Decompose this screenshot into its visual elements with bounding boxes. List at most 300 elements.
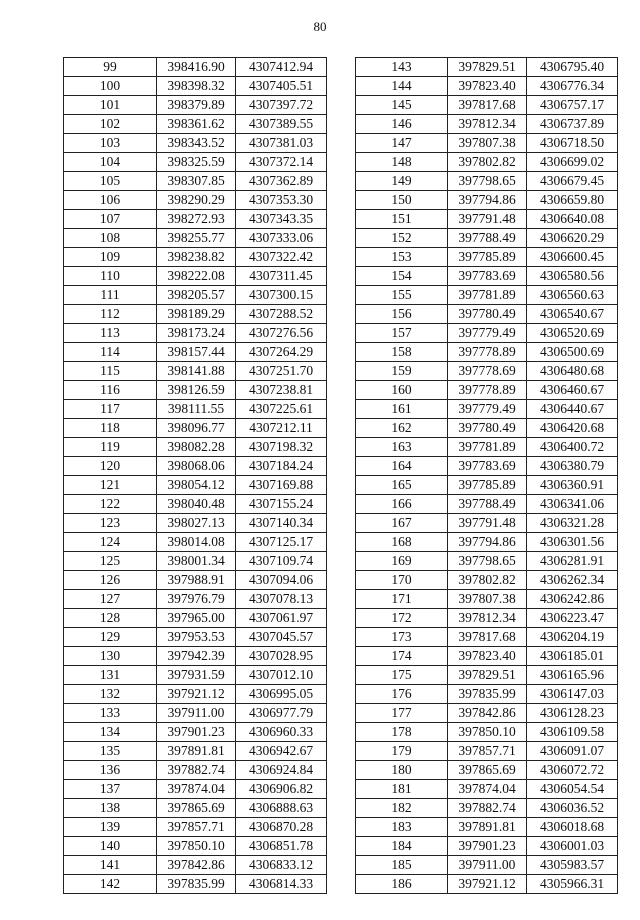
table-row (64, 248, 327, 267)
point-number-cell: 162 (356, 419, 448, 438)
table-body-left (64, 58, 327, 894)
table-row (64, 723, 327, 742)
y-coordinate-cell: 4306776.34 (527, 77, 618, 96)
x-coordinate-cell: 397891.81 (157, 742, 236, 761)
point-number-cell: 111 (64, 286, 157, 305)
x-coordinate-cell: 397802.82 (448, 153, 527, 172)
x-coordinate-cell: 397911.00 (448, 856, 527, 875)
table-row (64, 96, 327, 115)
point-number-cell: 140 (64, 837, 157, 856)
x-coordinate-cell: 397781.89 (448, 286, 527, 305)
table-row (64, 780, 327, 799)
y-coordinate-cell: 4306165.96 (527, 666, 618, 685)
y-coordinate-cell: 4307045.57 (236, 628, 327, 647)
table-row (356, 457, 618, 476)
y-coordinate-cell: 4306301.56 (527, 533, 618, 552)
table-row (64, 324, 327, 343)
table-row (356, 286, 618, 305)
point-number-cell: 124 (64, 533, 157, 552)
point-number-cell: 170 (356, 571, 448, 590)
y-coordinate-cell: 4307353.30 (236, 191, 327, 210)
point-number-cell: 101 (64, 96, 157, 115)
y-coordinate-cell: 4306906.82 (236, 780, 327, 799)
y-coordinate-cell: 4306072.72 (527, 761, 618, 780)
table-row (64, 666, 327, 685)
y-coordinate-cell: 4307288.52 (236, 305, 327, 324)
y-coordinate-cell: 4306757.17 (527, 96, 618, 115)
x-coordinate-cell: 398040.48 (157, 495, 236, 514)
y-coordinate-cell: 4307225.61 (236, 400, 327, 419)
x-coordinate-cell: 398272.93 (157, 210, 236, 229)
table-row (356, 210, 618, 229)
point-number-cell: 138 (64, 799, 157, 818)
table-row (64, 438, 327, 457)
x-coordinate-cell: 397931.59 (157, 666, 236, 685)
y-coordinate-cell: 4306109.58 (527, 723, 618, 742)
x-coordinate-cell: 398361.62 (157, 115, 236, 134)
x-coordinate-cell: 398238.82 (157, 248, 236, 267)
y-coordinate-cell: 4307212.11 (236, 419, 327, 438)
x-coordinate-cell: 397842.86 (448, 704, 527, 723)
table-row (64, 742, 327, 761)
y-coordinate-cell: 4306460.67 (527, 381, 618, 400)
point-number-cell: 145 (356, 96, 448, 115)
table-row (356, 856, 618, 875)
point-number-cell: 107 (64, 210, 157, 229)
point-number-cell: 134 (64, 723, 157, 742)
y-coordinate-cell: 4306001.03 (527, 837, 618, 856)
x-coordinate-cell: 398290.29 (157, 191, 236, 210)
x-coordinate-cell: 397865.69 (157, 799, 236, 818)
x-coordinate-cell: 398379.89 (157, 96, 236, 115)
table-row (356, 533, 618, 552)
table-row (64, 153, 327, 172)
x-coordinate-cell: 397976.79 (157, 590, 236, 609)
x-coordinate-cell: 397835.99 (157, 875, 236, 894)
table-row (64, 818, 327, 837)
point-number-cell: 178 (356, 723, 448, 742)
x-coordinate-cell: 397823.40 (448, 647, 527, 666)
point-number-cell: 165 (356, 476, 448, 495)
point-number-cell: 109 (64, 248, 157, 267)
point-number-cell: 112 (64, 305, 157, 324)
y-coordinate-cell: 4306737.89 (527, 115, 618, 134)
table-row (356, 229, 618, 248)
point-number-cell: 128 (64, 609, 157, 628)
point-number-cell: 135 (64, 742, 157, 761)
table-row (64, 419, 327, 438)
y-coordinate-cell: 4306018.68 (527, 818, 618, 837)
x-coordinate-cell: 397780.49 (448, 419, 527, 438)
x-coordinate-cell: 398157.44 (157, 343, 236, 362)
point-number-cell: 151 (356, 210, 448, 229)
y-coordinate-cell: 4307109.74 (236, 552, 327, 571)
point-number-cell: 176 (356, 685, 448, 704)
table-row (356, 419, 618, 438)
y-coordinate-cell: 4306204.19 (527, 628, 618, 647)
point-number-cell: 117 (64, 400, 157, 419)
y-coordinate-cell: 4307155.24 (236, 495, 327, 514)
y-coordinate-cell: 4306814.33 (236, 875, 327, 894)
table-row (64, 77, 327, 96)
point-number-cell: 114 (64, 343, 157, 362)
y-coordinate-cell: 4306870.28 (236, 818, 327, 837)
x-coordinate-cell: 397823.40 (448, 77, 527, 96)
point-number-cell: 122 (64, 495, 157, 514)
point-number-cell: 183 (356, 818, 448, 837)
table-row (64, 457, 327, 476)
y-coordinate-cell: 4306420.68 (527, 419, 618, 438)
point-number-cell: 157 (356, 324, 448, 343)
y-coordinate-cell: 4307311.45 (236, 267, 327, 286)
y-coordinate-cell: 4307238.81 (236, 381, 327, 400)
y-coordinate-cell: 4307140.34 (236, 514, 327, 533)
y-coordinate-cell: 4306699.02 (527, 153, 618, 172)
point-number-cell: 154 (356, 267, 448, 286)
point-number-cell: 179 (356, 742, 448, 761)
y-coordinate-cell: 4306640.08 (527, 210, 618, 229)
x-coordinate-cell: 397780.49 (448, 305, 527, 324)
table-row (64, 647, 327, 666)
table-row (64, 514, 327, 533)
x-coordinate-cell: 397785.89 (448, 248, 527, 267)
y-coordinate-cell: 4306091.07 (527, 742, 618, 761)
point-number-cell: 172 (356, 609, 448, 628)
x-coordinate-cell: 397901.23 (157, 723, 236, 742)
y-coordinate-cell: 4306380.79 (527, 457, 618, 476)
table-row (356, 837, 618, 856)
coordinates-table-left (63, 57, 327, 894)
table-row (64, 476, 327, 495)
x-coordinate-cell: 397778.89 (448, 343, 527, 362)
y-coordinate-cell: 4305966.31 (527, 875, 618, 894)
x-coordinate-cell: 398111.55 (157, 400, 236, 419)
x-coordinate-cell: 397891.81 (448, 818, 527, 837)
y-coordinate-cell: 4306560.63 (527, 286, 618, 305)
y-coordinate-cell: 4306679.45 (527, 172, 618, 191)
x-coordinate-cell: 398054.12 (157, 476, 236, 495)
table-row (64, 590, 327, 609)
y-coordinate-cell: 4306242.86 (527, 590, 618, 609)
x-coordinate-cell: 397850.10 (448, 723, 527, 742)
point-number-cell: 106 (64, 191, 157, 210)
x-coordinate-cell: 398096.77 (157, 419, 236, 438)
point-number-cell: 120 (64, 457, 157, 476)
table-row (356, 248, 618, 267)
point-number-cell: 119 (64, 438, 157, 457)
x-coordinate-cell: 397921.12 (448, 875, 527, 894)
x-coordinate-cell: 397794.86 (448, 191, 527, 210)
x-coordinate-cell: 397965.00 (157, 609, 236, 628)
x-coordinate-cell: 398325.59 (157, 153, 236, 172)
x-coordinate-cell: 398001.34 (157, 552, 236, 571)
y-coordinate-cell: 4307169.88 (236, 476, 327, 495)
y-coordinate-cell: 4307264.29 (236, 343, 327, 362)
point-number-cell: 118 (64, 419, 157, 438)
y-coordinate-cell: 4306440.67 (527, 400, 618, 419)
point-number-cell: 142 (64, 875, 157, 894)
point-number-cell: 161 (356, 400, 448, 419)
y-coordinate-cell: 4307389.55 (236, 115, 327, 134)
x-coordinate-cell: 397953.53 (157, 628, 236, 647)
x-coordinate-cell: 397835.99 (448, 685, 527, 704)
x-coordinate-cell: 397781.89 (448, 438, 527, 457)
x-coordinate-cell: 398307.85 (157, 172, 236, 191)
point-number-cell: 182 (356, 799, 448, 818)
table-row (356, 343, 618, 362)
y-coordinate-cell: 4305983.57 (527, 856, 618, 875)
y-coordinate-cell: 4307028.95 (236, 647, 327, 666)
y-coordinate-cell: 4307061.97 (236, 609, 327, 628)
point-number-cell: 171 (356, 590, 448, 609)
table-row (356, 305, 618, 324)
table-row (64, 172, 327, 191)
table-row (356, 153, 618, 172)
x-coordinate-cell: 398205.57 (157, 286, 236, 305)
x-coordinate-cell: 397865.69 (448, 761, 527, 780)
y-coordinate-cell: 4307276.56 (236, 324, 327, 343)
x-coordinate-cell: 397857.71 (157, 818, 236, 837)
point-number-cell: 174 (356, 647, 448, 666)
point-number-cell: 104 (64, 153, 157, 172)
x-coordinate-cell: 397791.48 (448, 514, 527, 533)
point-number-cell: 129 (64, 628, 157, 647)
point-number-cell: 143 (356, 58, 448, 77)
x-coordinate-cell: 397812.34 (448, 115, 527, 134)
table-body-right (356, 58, 618, 894)
point-number-cell: 125 (64, 552, 157, 571)
point-number-cell: 108 (64, 229, 157, 248)
x-coordinate-cell: 398416.90 (157, 58, 236, 77)
table-row (356, 381, 618, 400)
point-number-cell: 159 (356, 362, 448, 381)
x-coordinate-cell: 397783.69 (448, 267, 527, 286)
table-row (64, 362, 327, 381)
y-coordinate-cell: 4306888.63 (236, 799, 327, 818)
y-coordinate-cell: 4306400.72 (527, 438, 618, 457)
point-number-cell: 141 (64, 856, 157, 875)
y-coordinate-cell: 4307343.35 (236, 210, 327, 229)
y-coordinate-cell: 4306540.67 (527, 305, 618, 324)
table-row (64, 343, 327, 362)
x-coordinate-cell: 397874.04 (157, 780, 236, 799)
point-number-cell: 115 (64, 362, 157, 381)
table-row (356, 799, 618, 818)
table-row (64, 267, 327, 286)
table-row (356, 495, 618, 514)
point-number-cell: 177 (356, 704, 448, 723)
y-coordinate-cell: 4306500.69 (527, 343, 618, 362)
table-row (356, 742, 618, 761)
x-coordinate-cell: 397817.68 (448, 628, 527, 647)
y-coordinate-cell: 4306262.34 (527, 571, 618, 590)
y-coordinate-cell: 4306036.52 (527, 799, 618, 818)
table-row (356, 704, 618, 723)
y-coordinate-cell: 4307412.94 (236, 58, 327, 77)
table-row (64, 229, 327, 248)
point-number-cell: 167 (356, 514, 448, 533)
x-coordinate-cell: 397783.69 (448, 457, 527, 476)
x-coordinate-cell: 398068.06 (157, 457, 236, 476)
table-row (356, 172, 618, 191)
x-coordinate-cell: 397857.71 (448, 742, 527, 761)
y-coordinate-cell: 4306480.68 (527, 362, 618, 381)
point-number-cell: 149 (356, 172, 448, 191)
point-number-cell: 150 (356, 191, 448, 210)
table-row (356, 58, 618, 77)
table-row (356, 818, 618, 837)
y-coordinate-cell: 4307198.32 (236, 438, 327, 457)
point-number-cell: 137 (64, 780, 157, 799)
point-number-cell: 155 (356, 286, 448, 305)
y-coordinate-cell: 4306600.45 (527, 248, 618, 267)
y-coordinate-cell: 4306995.05 (236, 685, 327, 704)
point-number-cell: 160 (356, 381, 448, 400)
x-coordinate-cell: 398027.13 (157, 514, 236, 533)
table-row (64, 210, 327, 229)
x-coordinate-cell: 398398.32 (157, 77, 236, 96)
point-number-cell: 123 (64, 514, 157, 533)
point-number-cell: 139 (64, 818, 157, 837)
x-coordinate-cell: 397988.91 (157, 571, 236, 590)
table-row (64, 400, 327, 419)
y-coordinate-cell: 4306341.06 (527, 495, 618, 514)
y-coordinate-cell: 4306223.47 (527, 609, 618, 628)
table-row (64, 685, 327, 704)
table-row (356, 571, 618, 590)
point-number-cell: 99 (64, 58, 157, 77)
point-number-cell: 100 (64, 77, 157, 96)
point-number-cell: 173 (356, 628, 448, 647)
table-row (356, 685, 618, 704)
point-number-cell: 152 (356, 229, 448, 248)
y-coordinate-cell: 4306580.56 (527, 267, 618, 286)
point-number-cell: 168 (356, 533, 448, 552)
table-row (356, 362, 618, 381)
x-coordinate-cell: 397798.65 (448, 552, 527, 571)
table-row (356, 875, 618, 894)
y-coordinate-cell: 4307078.13 (236, 590, 327, 609)
x-coordinate-cell: 397807.38 (448, 134, 527, 153)
x-coordinate-cell: 398255.77 (157, 229, 236, 248)
coordinates-table-right (355, 57, 618, 894)
table-row (356, 400, 618, 419)
table-row (356, 115, 618, 134)
point-number-cell: 136 (64, 761, 157, 780)
point-number-cell: 185 (356, 856, 448, 875)
point-number-cell: 110 (64, 267, 157, 286)
table-row (64, 704, 327, 723)
y-coordinate-cell: 4306147.03 (527, 685, 618, 704)
y-coordinate-cell: 4307381.03 (236, 134, 327, 153)
table-row (64, 191, 327, 210)
y-coordinate-cell: 4307094.06 (236, 571, 327, 590)
table-row (64, 115, 327, 134)
table-row (356, 191, 618, 210)
point-number-cell: 132 (64, 685, 157, 704)
table-row (64, 495, 327, 514)
table-row (64, 381, 327, 400)
x-coordinate-cell: 397812.34 (448, 609, 527, 628)
x-coordinate-cell: 397882.74 (448, 799, 527, 818)
point-number-cell: 184 (356, 837, 448, 856)
y-coordinate-cell: 4306795.40 (527, 58, 618, 77)
point-number-cell: 180 (356, 761, 448, 780)
point-number-cell: 181 (356, 780, 448, 799)
x-coordinate-cell: 397785.89 (448, 476, 527, 495)
table-row (356, 476, 618, 495)
table-row (64, 286, 327, 305)
point-number-cell: 113 (64, 324, 157, 343)
x-coordinate-cell: 397778.89 (448, 381, 527, 400)
point-number-cell: 163 (356, 438, 448, 457)
x-coordinate-cell: 397942.39 (157, 647, 236, 666)
table-row (64, 552, 327, 571)
point-number-cell: 153 (356, 248, 448, 267)
y-coordinate-cell: 4306520.69 (527, 324, 618, 343)
y-coordinate-cell: 4306321.28 (527, 514, 618, 533)
table-row (64, 761, 327, 780)
table-row (356, 628, 618, 647)
table-row (356, 552, 618, 571)
x-coordinate-cell: 397802.82 (448, 571, 527, 590)
y-coordinate-cell: 4307372.14 (236, 153, 327, 172)
x-coordinate-cell: 398014.08 (157, 533, 236, 552)
y-coordinate-cell: 4306620.29 (527, 229, 618, 248)
x-coordinate-cell: 398173.24 (157, 324, 236, 343)
y-coordinate-cell: 4306942.67 (236, 742, 327, 761)
table-row (356, 590, 618, 609)
table-row (356, 514, 618, 533)
y-coordinate-cell: 4306924.84 (236, 761, 327, 780)
x-coordinate-cell: 398126.59 (157, 381, 236, 400)
point-number-cell: 169 (356, 552, 448, 571)
y-coordinate-cell: 4307362.89 (236, 172, 327, 191)
table-row (64, 799, 327, 818)
x-coordinate-cell: 397794.86 (448, 533, 527, 552)
x-coordinate-cell: 397829.51 (448, 666, 527, 685)
table-row (356, 780, 618, 799)
y-coordinate-cell: 4307125.17 (236, 533, 327, 552)
y-coordinate-cell: 4307012.10 (236, 666, 327, 685)
table-row (356, 324, 618, 343)
point-number-cell: 103 (64, 134, 157, 153)
point-number-cell: 127 (64, 590, 157, 609)
y-coordinate-cell: 4306054.54 (527, 780, 618, 799)
x-coordinate-cell: 397788.49 (448, 495, 527, 514)
x-coordinate-cell: 398082.28 (157, 438, 236, 457)
point-number-cell: 158 (356, 343, 448, 362)
point-number-cell: 131 (64, 666, 157, 685)
x-coordinate-cell: 397778.69 (448, 362, 527, 381)
page-number: 80 (313, 19, 327, 34)
y-coordinate-cell: 4306851.78 (236, 837, 327, 856)
table-row (64, 628, 327, 647)
x-coordinate-cell: 397798.65 (448, 172, 527, 191)
table-row (64, 856, 327, 875)
point-number-cell: 144 (356, 77, 448, 96)
point-number-cell: 147 (356, 134, 448, 153)
table-row (356, 267, 618, 286)
x-coordinate-cell: 397882.74 (157, 761, 236, 780)
point-number-cell: 146 (356, 115, 448, 134)
point-number-cell: 166 (356, 495, 448, 514)
point-number-cell: 175 (356, 666, 448, 685)
y-coordinate-cell: 4307333.06 (236, 229, 327, 248)
y-coordinate-cell: 4306128.23 (527, 704, 618, 723)
point-number-cell: 186 (356, 875, 448, 894)
table-row (356, 647, 618, 666)
